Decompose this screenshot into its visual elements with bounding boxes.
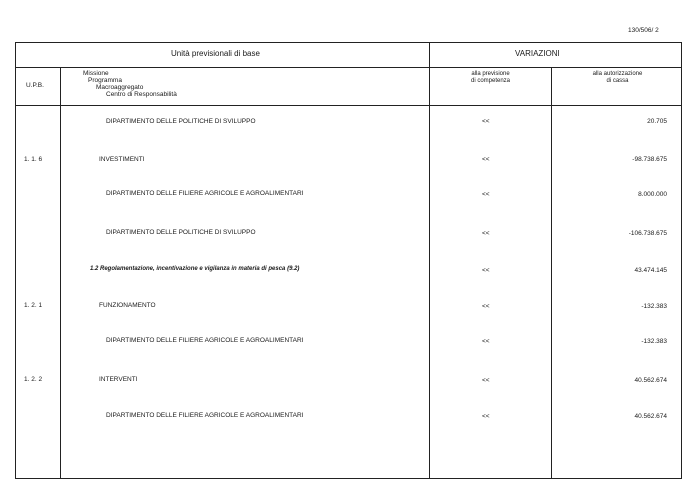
divider-upb (60, 67, 61, 478)
row-competenza: << (482, 303, 490, 310)
row-cassa: 40.562.674 (634, 413, 667, 420)
header-title-variazioni: VARIAZIONI (515, 49, 560, 58)
row-competenza: << (482, 156, 490, 163)
row-desc: INTERVENTI (99, 376, 138, 383)
row-desc: DIPARTIMENTO DELLE FILIERE AGRICOLE E AGROALIMENTARI (106, 190, 304, 197)
row-competenza: << (482, 377, 490, 384)
page-number: 130/506/ 2 (628, 27, 659, 34)
header-programma: Programma (88, 77, 122, 84)
row-cassa: -132.383 (641, 338, 667, 345)
header-title-unita: Unità previsionali di base (171, 49, 260, 58)
row-cassa: 43.474.145 (634, 267, 667, 274)
divider-variazioni (429, 43, 430, 478)
row-desc: INVESTIMENTI (99, 156, 145, 163)
row-competenza: << (482, 230, 490, 237)
header-upb: U.P.B. (26, 82, 44, 89)
row-desc: DIPARTIMENTO DELLE FILIERE AGRICOLE E AGROALIMENTARI (106, 412, 304, 419)
row-cassa: 40.562.674 (634, 377, 667, 384)
row-competenza: << (482, 191, 490, 198)
row-desc: FUNZIONAMENTO (99, 302, 156, 309)
header-col-cassa (552, 71, 683, 84)
header-col-competenza-line2: di competenza (470, 77, 511, 84)
header-macroaggregato: Macroaggregato (96, 84, 144, 91)
row-cassa: -132.383 (641, 303, 667, 310)
header-col-cassa-line2: di cassa (606, 77, 629, 84)
row-cassa: 8.000.000 (638, 191, 667, 198)
row-desc: DIPARTIMENTO DELLE POLITICHE DI SVILUPPO (106, 118, 256, 125)
header-col-competenza-line1: alla previsione (471, 71, 510, 77)
row-competenza: << (482, 267, 490, 274)
row-cassa: -98.738.675 (632, 156, 667, 163)
row-desc: 1.2 Regolamentazione, incentivazione e vigilanza in materia di pesca (9.2) (90, 266, 300, 272)
header-col-competenza (430, 71, 551, 84)
header-missione: Missione (83, 70, 109, 77)
row-competenza: << (482, 118, 490, 125)
header-col-cassa-line1: alla autorizzazione (592, 71, 643, 77)
divider-header-bottom (16, 105, 681, 106)
row-upb: 1. 2. 2 (24, 376, 43, 383)
divider-title-row (16, 67, 681, 68)
row-competenza: << (482, 338, 490, 345)
row-cassa: 20.705 (647, 118, 667, 125)
row-upb: 1. 1. 6 (24, 156, 43, 163)
row-upb: 1. 2. 1 (24, 302, 43, 309)
row-desc: DIPARTIMENTO DELLE POLITICHE DI SVILUPPO (106, 229, 256, 236)
budget-table (15, 42, 682, 479)
row-desc: DIPARTIMENTO DELLE FILIERE AGRICOLE E AGROALIMENTARI (106, 337, 304, 344)
row-cassa: -106.738.675 (628, 230, 667, 237)
divider-cassa (551, 67, 552, 478)
row-competenza: << (482, 413, 490, 420)
header-centro-responsabilita: Centro di Responsabilità (106, 91, 177, 98)
